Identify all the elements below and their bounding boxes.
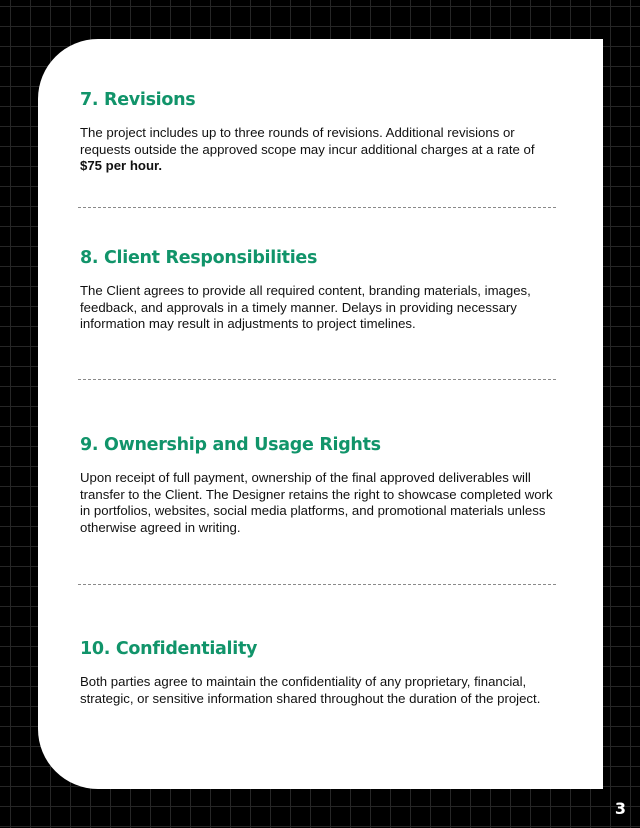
section-confidentiality [80, 638, 560, 707]
section-client-responsibilities [80, 247, 560, 333]
document-page [38, 39, 603, 789]
dashed-divider [78, 207, 556, 208]
dashed-divider [78, 379, 556, 380]
section-body: Both parties agree to maintain the confidentiality of any proprietary, financial, strategic, or sensitive information shared throughout the duration of the project. [80, 674, 541, 706]
section-heading: 10. Confidentiality [80, 639, 258, 659]
dashed-divider [78, 584, 556, 585]
section-body: Upon receipt of full payment, ownership of the final approved deliverables will transfer to the Client. The Designer retains the right to showcase completed work in portfolios, websites, social media platforms, and promotional materials unless otherwise agreed in writing. [80, 470, 553, 535]
section-body [80, 125, 560, 175]
section-body-text: The project includes up to three rounds of revisions. Additional revisions or requests outside the approved scope may incur additional charges at a rate of [80, 125, 535, 157]
page-number: 3 [614, 799, 626, 818]
section-body: The Client agrees to provide all required content, branding materials, images, feedback, and approvals in a timely manner. Delays in providing necessary information may result in adjustments to project timelines. [80, 283, 531, 331]
section-heading: 8. Client Responsibilities [80, 248, 318, 268]
rate-highlight: $75 per hour. [80, 158, 163, 173]
section-ownership-usage-rights [80, 434, 560, 536]
section-revisions [80, 89, 560, 175]
section-heading: 7. Revisions [80, 90, 196, 110]
section-heading: 9. Ownership and Usage Rights [80, 435, 381, 455]
